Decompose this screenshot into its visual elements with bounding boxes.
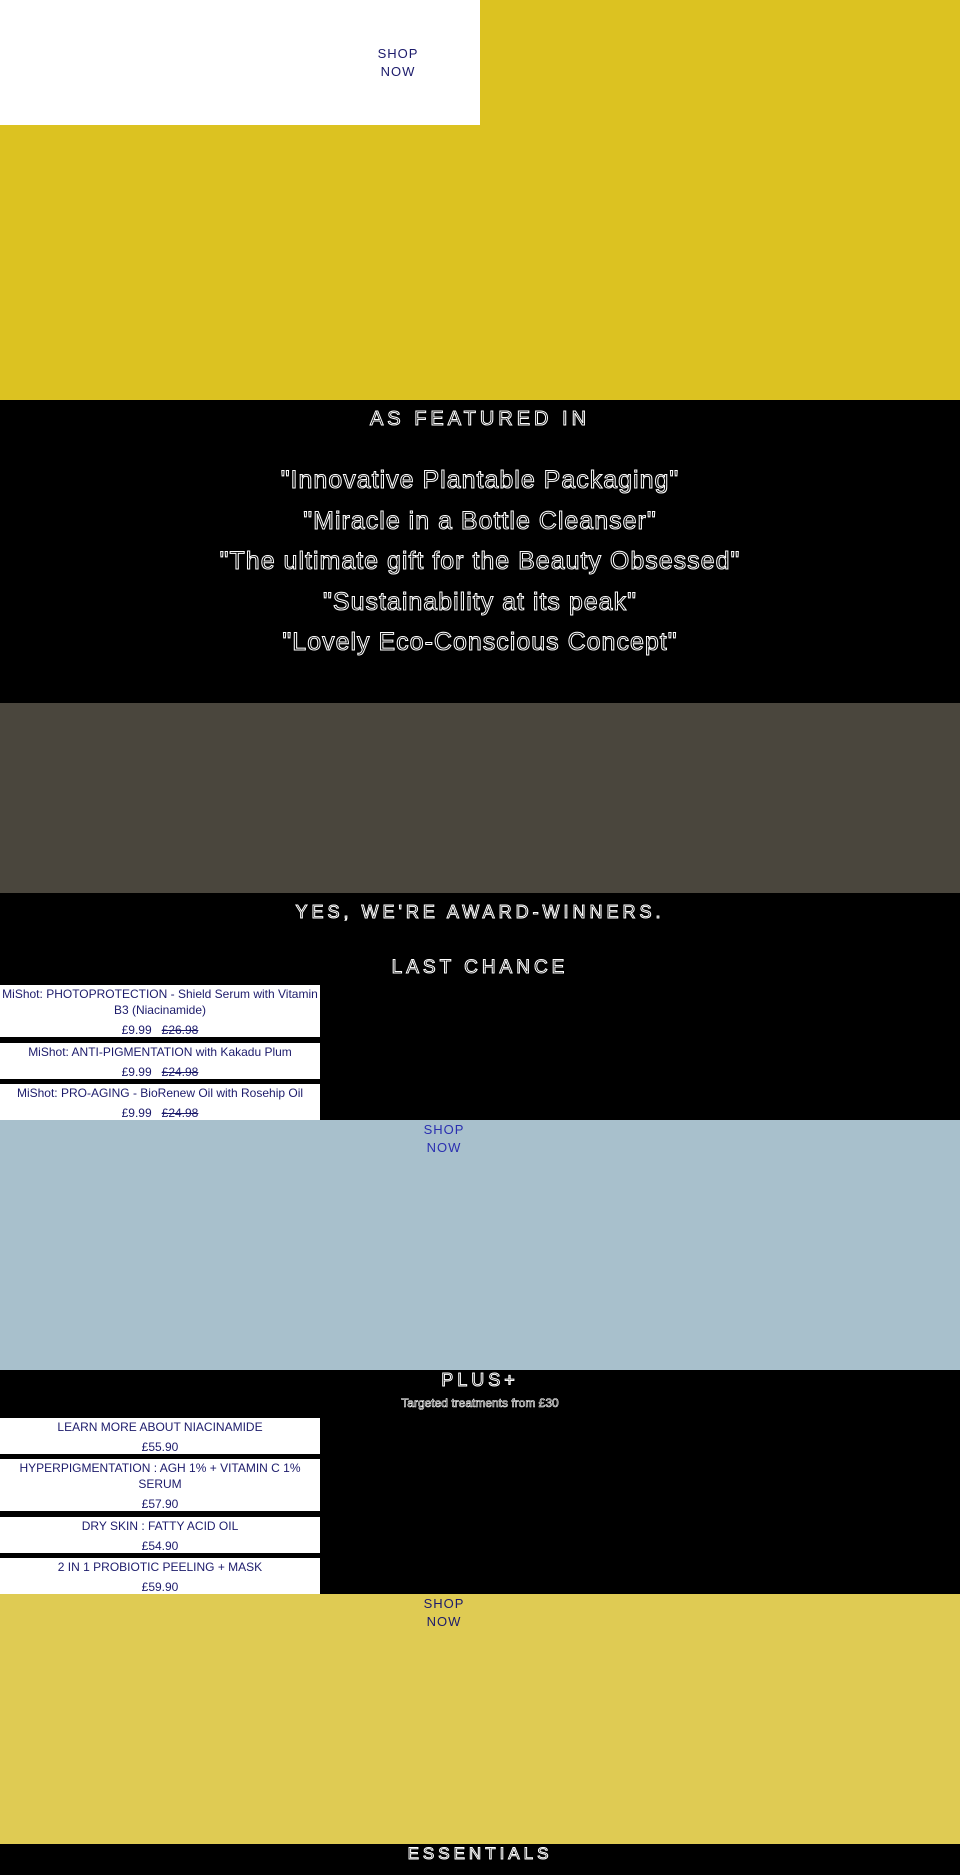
shop-label-line2: NOW [426, 1614, 462, 1629]
product-name[interactable]: MiShot: PRO-AGING - BioRenew Oil with Rosehip Oil [16, 1086, 304, 1100]
essentials-title: ESSENTIALS [407, 1844, 553, 1863]
product-card[interactable] [0, 1517, 320, 1553]
plus-subtitle: Targeted treatments from £30 [401, 1396, 559, 1410]
product-name[interactable]: MiShot: PHOTOPROTECTION - Shield Serum with Vitamin B3 (Niacinamide) [2, 987, 318, 1017]
last-chance-title: LAST CHANCE [391, 957, 569, 978]
product-name[interactable]: 2 IN 1 PROBIOTIC PEELING + MASK [57, 1560, 263, 1574]
product-card[interactable] [0, 1558, 320, 1594]
press-quote: "Innovative Plantable Packaging" [280, 466, 680, 494]
last-chance-banner [0, 1120, 960, 1370]
press-quote: "Lovely Eco-Conscious Concept" [282, 628, 678, 656]
product-price: £54.90 [141, 1539, 179, 1553]
press-quote: "Sustainability at its peak" [323, 588, 637, 616]
plus-banner [0, 1594, 960, 1844]
awards-title: YES, WE'RE AWARD-WINNERS. [295, 902, 665, 922]
product-card[interactable] [0, 1459, 320, 1511]
product-price: £9.99 [121, 1065, 152, 1079]
product-card[interactable] [0, 1418, 320, 1454]
product-name[interactable]: MiShot: ANTI-PIGMENTATION with Kakadu Plum [28, 1045, 292, 1059]
product-card[interactable] [0, 1043, 320, 1079]
shop-label-line2: NOW [380, 64, 416, 79]
product-old-price: £24.98 [161, 1065, 199, 1079]
shop-now-button-hero[interactable] [368, 45, 428, 81]
press-quote: "The ultimate gift for the Beauty Obsessed" [219, 547, 741, 575]
product-name[interactable]: LEARN MORE ABOUT NIACINAMIDE [57, 1420, 263, 1434]
product-name[interactable]: DRY SKIN : FATTY ACID OIL [81, 1519, 239, 1533]
product-card[interactable] [0, 1084, 320, 1120]
shop-label-line1: SHOP [423, 1596, 465, 1611]
press-quote: "Miracle in a Bottle Cleanser" [303, 507, 657, 535]
plus-title: PLUS+ [441, 1370, 519, 1390]
product-old-price: £26.98 [161, 1023, 199, 1037]
award-banner-image [0, 703, 960, 893]
product-card[interactable] [0, 985, 320, 1037]
product-price: £55.90 [141, 1440, 179, 1454]
product-price: £9.99 [121, 1023, 152, 1037]
product-price: £9.99 [121, 1106, 152, 1120]
product-price: £57.90 [141, 1497, 179, 1511]
shop-label-line1: SHOP [377, 46, 419, 61]
shop-now-button-plus[interactable] [414, 1595, 474, 1631]
as-featured-title: AS FEATURED IN [369, 408, 591, 430]
product-name[interactable]: HYPERPIGMENTATION : AGH 1% + VITAMIN C 1% SERUM [19, 1461, 301, 1491]
shop-now-button-last-chance[interactable] [414, 1121, 474, 1157]
product-old-price: £24.98 [161, 1106, 199, 1120]
product-price: £59.90 [141, 1580, 179, 1594]
shop-label-line2: NOW [426, 1140, 462, 1155]
shop-label-line1: SHOP [423, 1122, 465, 1137]
